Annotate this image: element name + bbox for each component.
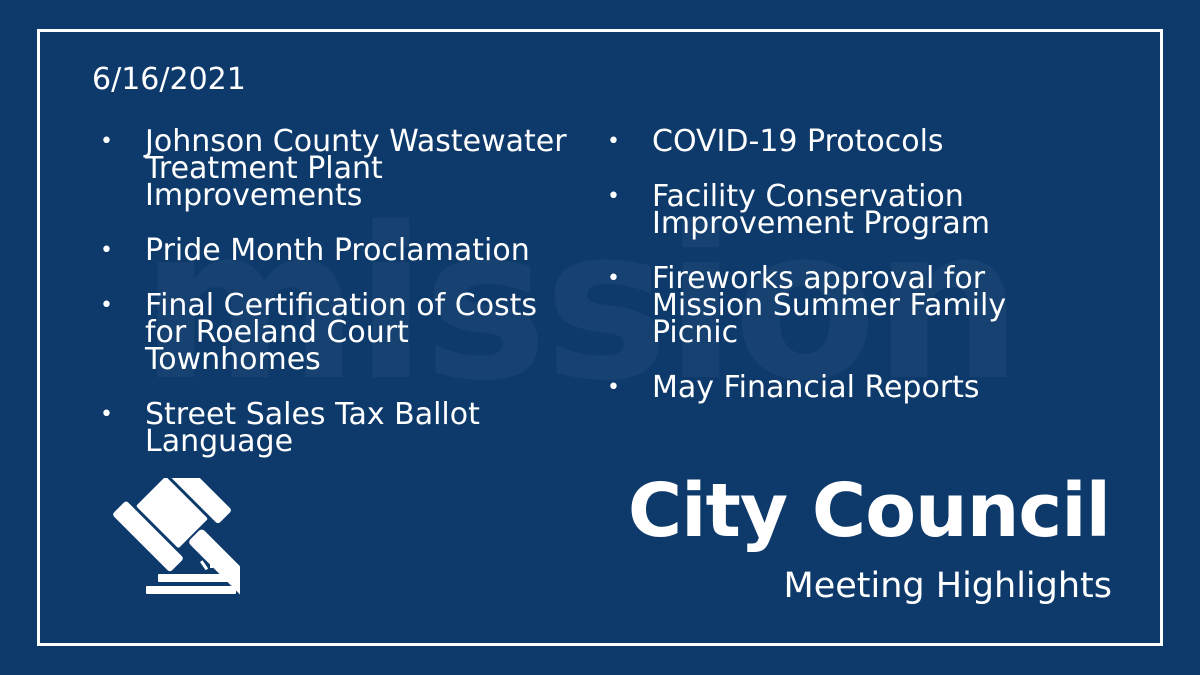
list-item (100, 124, 570, 213)
bullet: • (607, 129, 620, 154)
list-item-text: Facility Conservation Improvement Program (652, 179, 990, 241)
list-item-text: COVID-19 Protocols (652, 124, 944, 159)
list-item-text: Fireworks approval for Mission Summer Family Picnic (652, 261, 1007, 350)
highlights-list-left (100, 124, 570, 483)
bullet: • (100, 293, 113, 318)
list-item (607, 179, 1077, 241)
gavel-icon (80, 478, 240, 598)
list-item (100, 233, 570, 268)
list-item-text: May Financial Reports (652, 370, 980, 405)
list-item (100, 397, 570, 459)
bullet: • (607, 375, 620, 400)
highlights-list-right (607, 124, 1077, 429)
list-item-text: Pride Month Proclamation (145, 233, 530, 268)
list-item-text: Final Certification of Costs for Roeland Court Townhomes (145, 288, 538, 377)
bullet: • (100, 129, 113, 154)
list-item (607, 261, 1077, 350)
bullet: • (100, 402, 113, 427)
bullet: • (607, 266, 620, 291)
list-item (100, 288, 570, 377)
bullet: • (607, 184, 620, 209)
page-title: City Council (627, 468, 1110, 554)
meeting-date: 6/16/2021 (92, 62, 246, 97)
list-item-text: Johnson County Wastewater Treatment Plant Improvements (145, 124, 567, 213)
list-item-text: Street Sales Tax Ballot Language (145, 397, 480, 459)
list-item (607, 124, 1077, 159)
list-item (607, 370, 1077, 405)
bullet: • (100, 238, 113, 263)
page-subtitle: Meeting Highlights (783, 566, 1112, 606)
